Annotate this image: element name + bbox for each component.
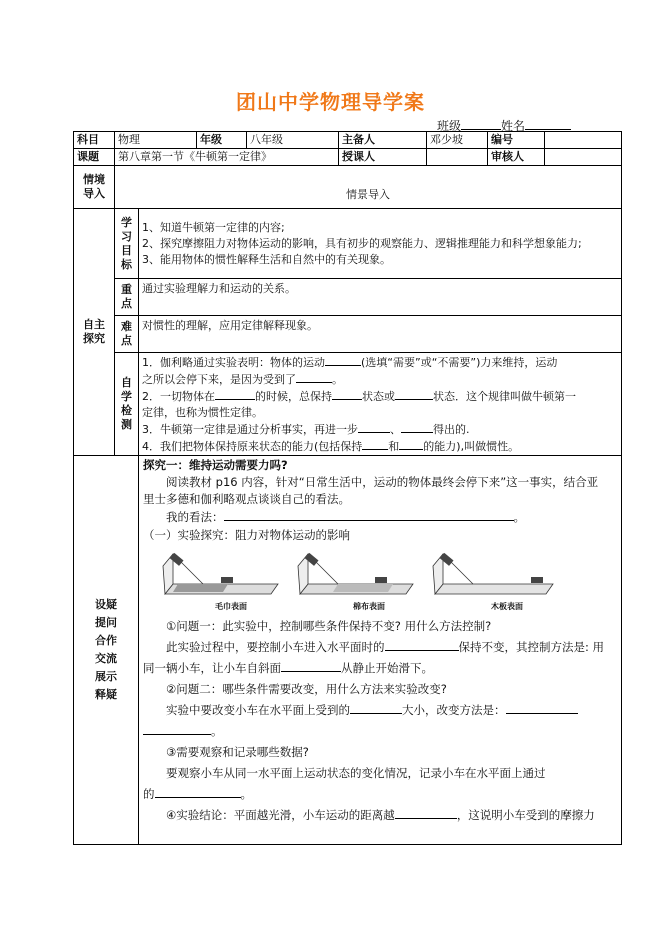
difficulty-content: 对惯性的理解，应用定律解释现象。 [139,316,622,353]
experiment-figure [143,544,617,611]
number-value[interactable] [545,132,622,149]
study-plan-table [73,131,622,845]
answer-blank[interactable] [350,702,402,714]
situation-label: 情境 导入 [74,166,115,209]
number-label: 编号 [488,132,545,149]
check-content: 1．伽利略通过实验表明：物体的运动 (选填“需要”或“不需要”)力来维持，运动 之所以会停下来，是因为受到了 。 2．一切物体在 的时候，总保持 状态或 状态．这个规律叫做牛顿第一 定律，也称为惯性定律。 3．牛顿第一定律是通过分析事实，再进一步 、 得出的. 4．我们把物体保持原来状态的能力(包括保持 和 的能力),叫做惯性。 [139,353,622,456]
experiment-title: （一）实验探究：阻力对物体运动的影响 [143,528,350,542]
preparer-value: 邓少坡 [427,132,488,149]
reviewer-value[interactable] [545,149,622,166]
caption-cotton: 棉布表面 [353,602,385,611]
self-study-label: 自主 探究 [74,209,115,456]
topic-label: 课题 [74,149,115,166]
answer-blank[interactable] [281,660,341,672]
situation-content: 情景导入 [115,166,622,209]
caption-wood: 木板表面 [491,602,523,611]
caption-towel: 毛巾表面 [215,602,247,611]
difficulty-label: 难 点 [115,316,139,353]
answer-blank[interactable] [143,723,211,735]
answer-blank[interactable] [395,807,457,819]
answer-blank[interactable] [395,388,433,400]
name-blank[interactable] [525,117,571,130]
situation-row [74,166,622,209]
grade-label: 年级 [197,132,247,149]
cotton-surface-diagram [298,553,413,594]
question-3: ③需要观察和记录哪些数据? [166,745,309,759]
answer-blank[interactable] [385,639,459,651]
header-row-2 [74,149,622,166]
answer-blank[interactable] [155,786,241,798]
subject-label: 科目 [74,132,115,149]
difficulty-row [74,316,622,353]
cooperate-label: 设疑 提问 合作 交流 展示 释疑 [74,456,139,845]
page-title: 团山中学物理导学案 [236,90,425,114]
question-2: ②问题二：哪些条件需要改变，用什么方法来实验改变? [166,682,447,696]
answer-blank[interactable] [401,421,433,433]
preparer-label: 主备人 [339,132,427,149]
answer-blank[interactable] [399,438,423,450]
inquiry-heading: 探究一：维持运动需要力吗? [143,458,288,472]
wood-surface-diagram [433,553,553,594]
check-label: 自 学 检 测 [115,353,139,456]
header-row-1 [74,132,622,149]
answer-blank[interactable] [325,354,361,366]
answer-blank[interactable] [358,421,390,433]
teacher-label: 授课人 [339,149,427,166]
ramp-diagrams [143,544,563,600]
answer-blank[interactable] [296,371,332,383]
reviewer-label: 审核人 [488,149,545,166]
class-blank[interactable] [461,117,501,130]
question-1: ①问题一：此实验中，控制哪些条件保持不变? 用什么方法控制? [166,619,492,633]
check-row [74,353,622,456]
grade-value: 八年级 [247,132,339,149]
opinion-blank[interactable] [224,509,514,521]
cooperate-row [74,456,622,845]
goals-label: 学 习 目 标 [115,209,139,279]
goals-row [74,209,622,279]
key-label: 重 点 [115,279,139,316]
answer-blank[interactable] [215,388,255,400]
cooperate-content: 探究一：维持运动需要力吗? 阅读教材 p16 内容，针对“日常生活中，运动的物体最终会停下来”这一事实，结合亚 里士多德和伽利略观点谈谈自己的看法。 我的看法： 。 （一）实验探究：阻力对物体运动的影响 毛巾表面 棉布表面 木板表面 ①问题一：此实验中，控制哪些条件保持不变? 用什么方法控制? 此实验过程中，要控制小车进入水平面时的 保持不变，其控制方法是: 用 同一辆小车，让小车自斜面 从静止开始滑下。 ②问题二：哪些条件需要改变，用什么方法来实验改变? 实验中要改变小车在水平面上受到的 大小，改变方法是： 。 ③需要观察和记录哪些数据? 要观察小车从同一水平面上运动状态的变化情况，记录小车在水平面上通过 的 。 ④实验结论：平面越光滑，小车运动的距离越 ，这说明小车受到的摩擦力 [139,456,622,845]
answer-blank[interactable] [332,388,362,400]
answer-blank[interactable] [362,438,388,450]
class-label: 班级 [437,119,462,133]
teacher-value[interactable] [427,149,488,166]
subject-value: 物理 [115,132,197,149]
goals-content: 1、知道牛顿第一定律的内容; 2、探究摩擦阻力对物体运动的影响，具有初步的观察能力、逻辑推理能力和科学想象能力; 3、能用物体的惯性解释生活和自然中的有关现象。 [139,209,622,279]
name-label: 姓名 [501,119,526,133]
topic-value: 第八章第一节《牛顿第一定律》 [115,149,339,166]
towel-surface-diagram [163,553,278,594]
key-row [74,279,622,316]
key-content: 通过实验理解力和运动的关系。 [139,279,622,316]
answer-blank[interactable] [506,702,578,714]
